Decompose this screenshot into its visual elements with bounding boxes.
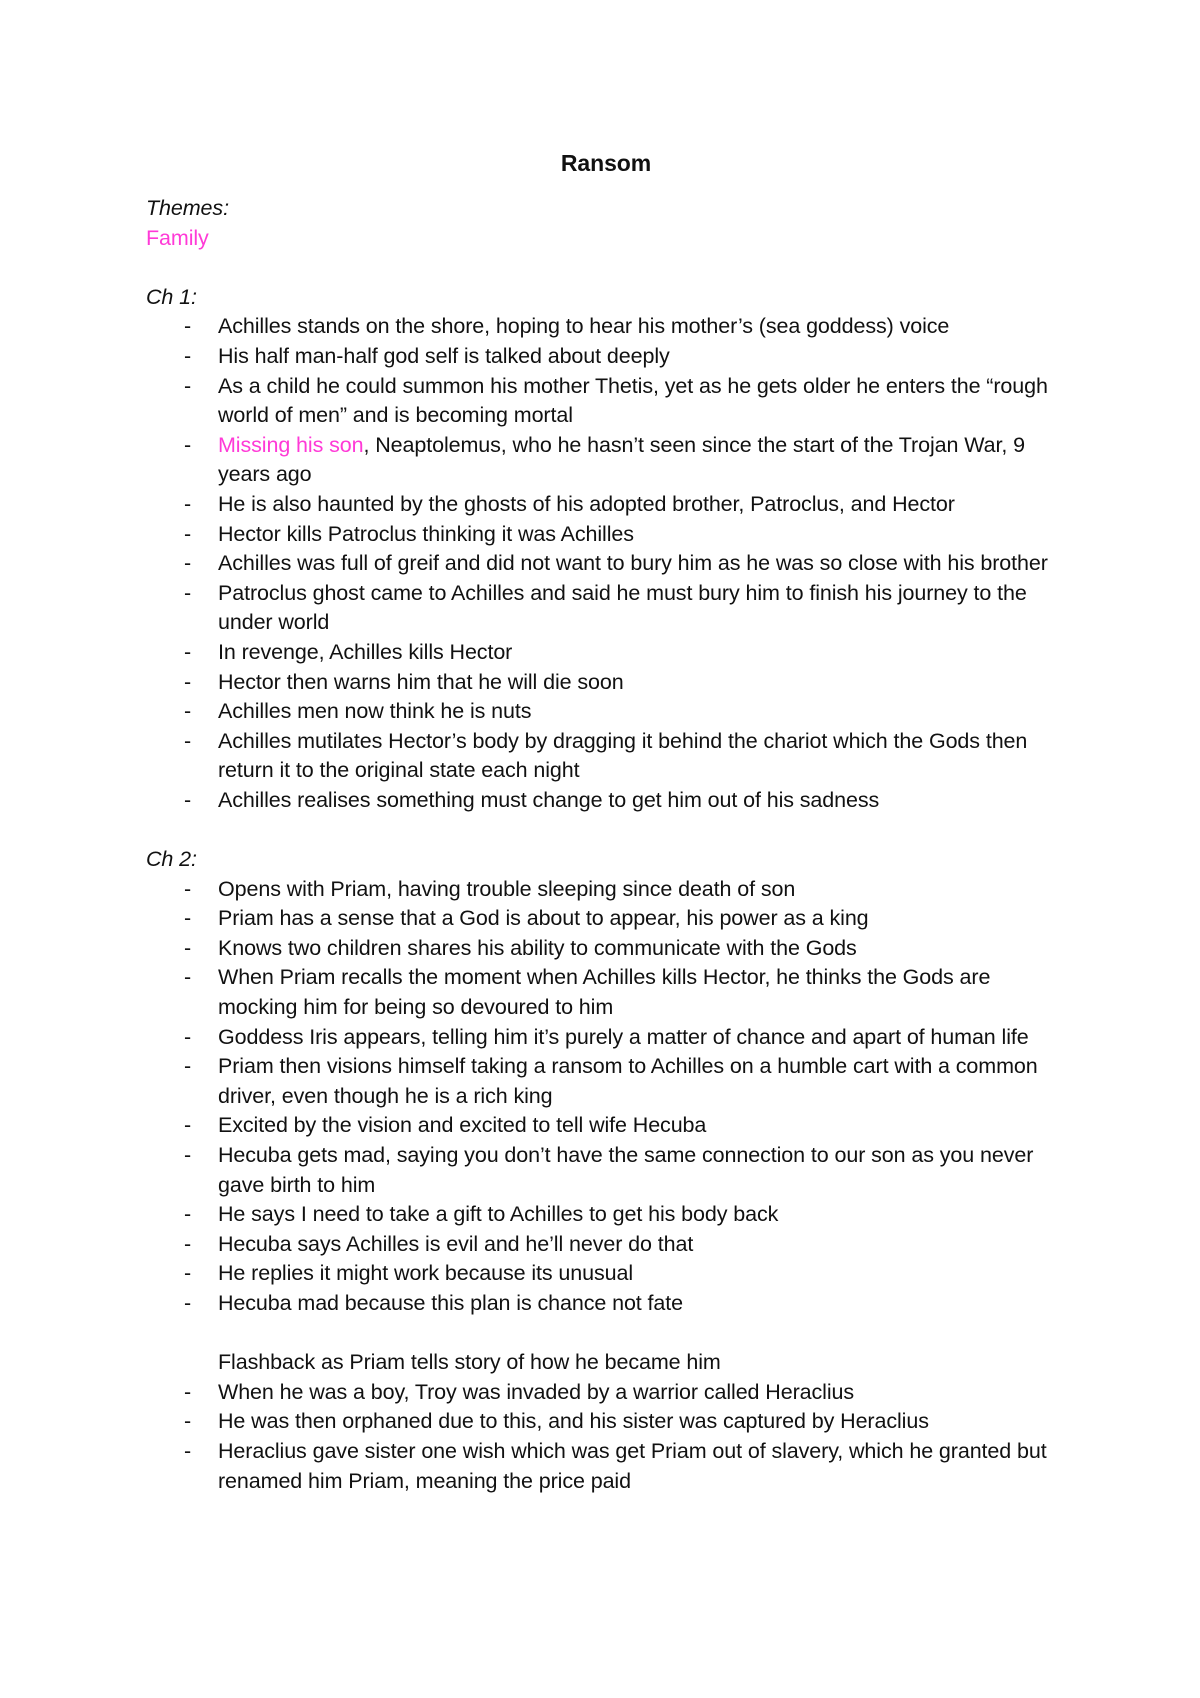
list-item bbox=[146, 579, 1066, 638]
bullet-dash: - bbox=[184, 639, 192, 664]
spacer bbox=[146, 1319, 1066, 1349]
bullet-dash: - bbox=[184, 551, 192, 576]
flashback-heading: Flashback as Priam tells story of how he became him bbox=[218, 1350, 721, 1375]
list-item-text: Hector kills Patroclus thinking it was Achilles bbox=[218, 521, 634, 546]
bullet-dash: - bbox=[184, 1409, 192, 1434]
spacer bbox=[146, 815, 1066, 845]
bullet-dash: - bbox=[184, 965, 192, 990]
list-item-text: Achilles was full of greif and did not want to bury him as he was so close with his brother bbox=[218, 551, 1048, 576]
bullet-dash: - bbox=[184, 1143, 192, 1167]
list-item bbox=[146, 963, 1066, 1022]
bullet-dash: - bbox=[184, 314, 192, 339]
list-item bbox=[146, 1023, 1066, 1053]
bullet-dash: - bbox=[184, 343, 192, 368]
list-item bbox=[146, 638, 1066, 668]
bullet-dash: - bbox=[184, 906, 192, 931]
list-item-text: As a child he could summon his mother Thetis, yet as he gets older he enters the “rough world of men” and is becoming mortal bbox=[218, 373, 1048, 428]
bullet-dash: - bbox=[184, 699, 192, 724]
bullet-dash: - bbox=[184, 1113, 192, 1138]
list-item-text: He replies it might work because its unusual bbox=[218, 1261, 634, 1286]
list-item-text: Hecuba mad because this plan is chance not fate bbox=[218, 1290, 684, 1315]
list-item-text: His half man-half god self is talked about deeply bbox=[218, 343, 670, 368]
list-item bbox=[146, 1259, 1066, 1289]
bullet-dash: - bbox=[184, 787, 192, 812]
list-item-text: He was then orphaned due to this, and his sister was captured by Heraclius bbox=[218, 1409, 929, 1434]
list-item-text: Achilles stands on the shore, hoping to hear his mother’s (sea goddess) voice bbox=[218, 314, 950, 339]
list-item bbox=[146, 727, 1066, 786]
bullet-dash: - bbox=[184, 1290, 192, 1315]
bullet-dash: - bbox=[184, 669, 192, 694]
list-item-text: In revenge, Achilles kills Hector bbox=[218, 639, 513, 664]
list-item bbox=[146, 1200, 1066, 1230]
list-item bbox=[146, 1289, 1066, 1319]
list-item-text: Opens with Priam, having trouble sleeping since death of son bbox=[218, 876, 796, 901]
list-item-text: Achilles mutilates Hector’s body by dragging it behind the chariot which the Gods then return it to the original state each night bbox=[218, 728, 1028, 783]
list-item bbox=[146, 875, 1066, 905]
bullet-dash: - bbox=[184, 1054, 192, 1079]
ch1-list bbox=[146, 312, 1066, 815]
list-item-text: He is also haunted by the ghosts of his adopted brother, Patroclus, and Hector bbox=[218, 491, 955, 516]
list-item-text: , Neaptolemus, who he hasn’t seen since the start of the Trojan War, 9 years ago bbox=[218, 432, 1025, 487]
bullet-dash: - bbox=[184, 1261, 192, 1286]
bullet-dash: - bbox=[184, 935, 192, 960]
theme-family: Family bbox=[146, 225, 209, 250]
list-item bbox=[146, 372, 1066, 431]
list-item-text: Excited by the vision and excited to tell wife Hecuba bbox=[218, 1113, 707, 1138]
bullet-dash: - bbox=[184, 432, 192, 457]
bullet-dash: - bbox=[184, 373, 192, 398]
list-item-text: Achilles realises something must change to get him out of his sadness bbox=[218, 787, 880, 812]
list-item bbox=[146, 520, 1066, 550]
list-item-text: Priam has a sense that a God is about to appear, his power as a king bbox=[218, 906, 869, 931]
ch2-list bbox=[146, 875, 1066, 1319]
list-item-text: Achilles men now think he is nuts bbox=[218, 699, 532, 724]
bullet-dash: - bbox=[184, 491, 192, 516]
spacer bbox=[146, 253, 1066, 283]
themes-label: Themes: bbox=[146, 196, 229, 220]
bullet-dash: - bbox=[184, 1024, 192, 1049]
list-item bbox=[146, 1407, 1066, 1437]
bullet-dash: - bbox=[184, 728, 192, 753]
bullet-dash: - bbox=[184, 1438, 192, 1463]
ch2-heading: Ch 2: bbox=[146, 847, 197, 872]
page-title: Ransom bbox=[560, 150, 652, 176]
bullet-dash: - bbox=[184, 1379, 192, 1404]
bullet-dash: - bbox=[184, 521, 192, 546]
list-item-text: Hecuba says Achilles is evil and he’ll never do that bbox=[218, 1231, 694, 1256]
list-item-text: Patroclus ghost came to Achilles and said he must bury him to finish his journey to the under world bbox=[218, 580, 1027, 635]
flashback-list bbox=[146, 1378, 1066, 1496]
highlight-missing-son: Missing his son bbox=[218, 432, 364, 457]
list-item-text: Heraclius gave sister one wish which was get Priam out of slavery, which he granted but renamed him Priam, meaning the price paid bbox=[218, 1438, 1047, 1493]
bullet-dash: - bbox=[184, 876, 192, 901]
list-item-text: When he was a boy, Troy was invaded by a warrior called Heraclius bbox=[218, 1379, 855, 1404]
list-item bbox=[146, 1437, 1066, 1496]
bullet-dash: - bbox=[184, 1231, 192, 1256]
list-item-text: Hector then warns him that he will die soon bbox=[218, 669, 624, 694]
list-item bbox=[146, 1230, 1066, 1260]
bullet-dash: - bbox=[184, 1202, 192, 1227]
list-item-text: Knows two children shares his ability to communicate with the Gods bbox=[218, 935, 857, 960]
list-item-text: He says I need to take a gift to Achilles to get his body back bbox=[218, 1202, 779, 1227]
list-item bbox=[146, 668, 1066, 698]
list-item bbox=[146, 786, 1066, 816]
list-item bbox=[146, 1141, 1066, 1200]
list-item-text: When Priam recalls the moment when Achilles kills Hector, he thinks the Gods are mocking him for being so devoured to him bbox=[218, 965, 991, 1020]
list-item bbox=[146, 490, 1066, 520]
list-item bbox=[146, 312, 1066, 342]
list-item bbox=[146, 1052, 1066, 1111]
list-item bbox=[146, 697, 1066, 727]
list-item bbox=[146, 431, 1066, 490]
list-item bbox=[146, 904, 1066, 934]
list-item bbox=[146, 342, 1066, 372]
list-item-text: Priam then visions himself taking a ransom to Achilles on a humble cart with a common driver, even though he is a rich king bbox=[218, 1054, 1038, 1108]
list-item bbox=[146, 1378, 1066, 1408]
bullet-dash: - bbox=[184, 580, 192, 605]
list-item bbox=[146, 934, 1066, 964]
list-item-text: Hecuba gets mad, saying you don’t have the same connection to our son as you never gave birth to him bbox=[218, 1143, 1034, 1197]
list-item bbox=[146, 1111, 1066, 1141]
list-item bbox=[146, 549, 1066, 579]
list-item-text: Goddess Iris appears, telling him it’s purely a matter of chance and apart of human life bbox=[218, 1024, 1029, 1049]
document-content bbox=[146, 148, 1066, 1496]
ch1-heading: Ch 1: bbox=[146, 284, 197, 309]
